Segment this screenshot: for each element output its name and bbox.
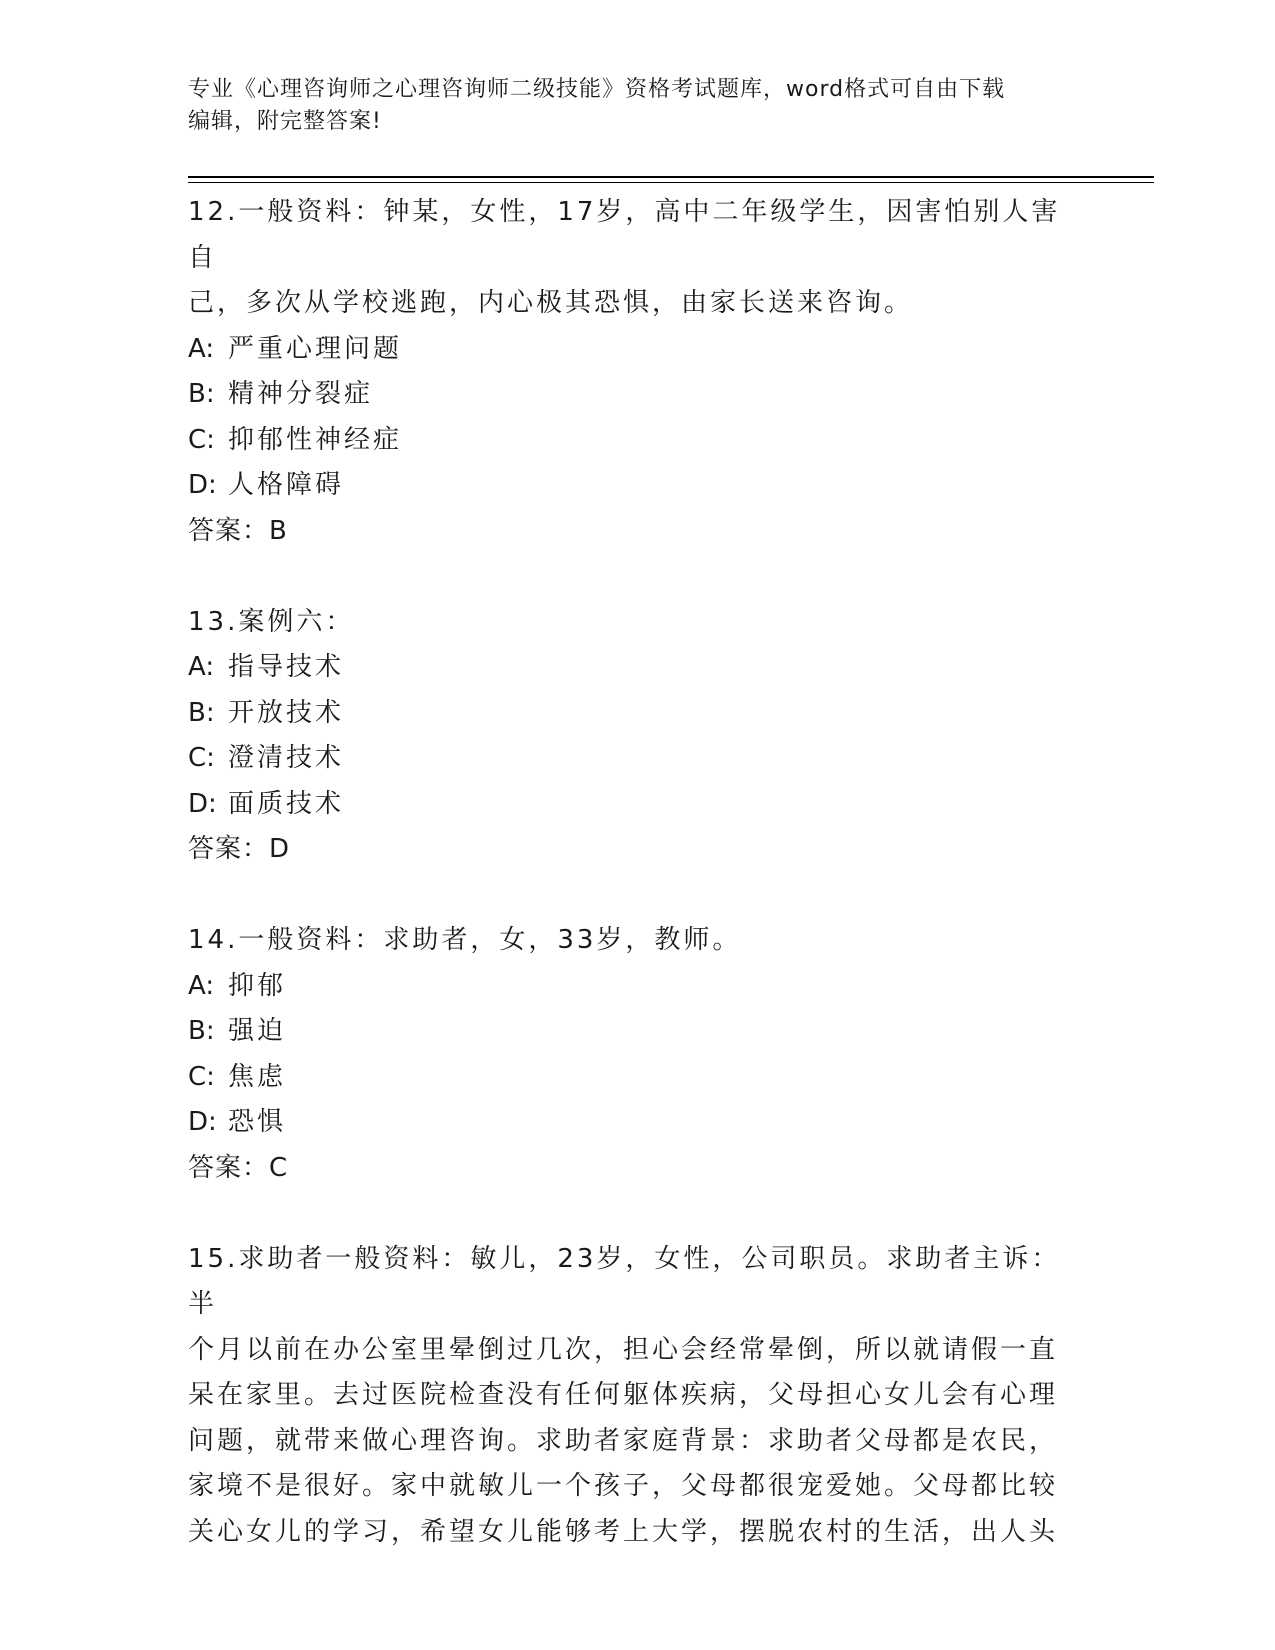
option-text: 恐惧: [228, 1107, 287, 1137]
option-letter: B:: [188, 1016, 215, 1046]
option-letter: B:: [188, 697, 215, 728]
option-c: [188, 1055, 1088, 1101]
answer-line: 答案：D: [188, 834, 291, 864]
option-text: 强迫: [228, 1016, 287, 1046]
option-letter: C:: [188, 743, 215, 773]
question-text-line: 13.案例六：: [188, 606, 355, 637]
option-text: 焦虑: [228, 1061, 287, 1092]
option-text: 人格障碍: [228, 470, 345, 500]
option-text: 面质技术: [228, 788, 345, 819]
question-text-line: 关心女儿的学习，希望女儿能够考上大学，摆脱农村的生活，出人头: [188, 1516, 1059, 1547]
option-a: [188, 645, 1088, 691]
spacer: [188, 554, 1088, 600]
option-text: 开放技术: [228, 697, 345, 728]
option-b: [188, 372, 1088, 418]
option-letter: A:: [188, 970, 215, 1001]
option-text: 澄清技术: [228, 743, 345, 773]
question-15: [188, 1237, 1088, 1556]
question-13: [188, 600, 1088, 873]
option-letter: A:: [188, 652, 215, 682]
option-letter: D:: [188, 470, 217, 500]
option-d: [188, 463, 1088, 509]
option-letter: A:: [188, 333, 215, 364]
question-text-line: 14.一般资料：求助者，女，33岁，教师。: [188, 925, 742, 955]
option-c: [188, 736, 1088, 782]
spacer: [188, 873, 1088, 919]
option-letter: D:: [188, 1107, 217, 1137]
header-divider-thick: [188, 176, 1154, 178]
question-text-line: 家境不是很好。家中就敏儿一个孩子，父母都很宠爱她。父母都比较: [188, 1471, 1059, 1501]
option-b: [188, 1009, 1088, 1055]
header-divider-thin: [188, 182, 1154, 183]
option-d: [188, 782, 1088, 828]
question-text-line: 己，多次从学校逃跑，内心极其恐惧，由家长送来咨询。: [188, 288, 914, 318]
option-text: 抑郁: [228, 970, 287, 1001]
header-line-1: 专业《心理咨询师之心理咨询师二级技能》资格考试题库，word格式可自由下载: [188, 77, 1006, 102]
option-text: 抑郁性神经症: [228, 424, 403, 455]
option-a: [188, 964, 1088, 1010]
option-c: [188, 418, 1088, 464]
spacer: [188, 1191, 1088, 1237]
option-letter: C:: [188, 1061, 215, 1092]
option-text: 严重心理问题: [228, 333, 403, 364]
option-text: 精神分裂症: [228, 379, 374, 409]
answer-line: 答案：C: [188, 1152, 289, 1183]
header-line-2: 编辑，附完整答案!: [188, 109, 382, 134]
option-letter: D:: [188, 788, 217, 819]
question-text-line: 个月以前在办公室里晕倒过几次，担心会经常晕倒，所以就请假一直: [188, 1334, 1059, 1365]
question-text-line: 12.一般资料：钟某，女性，17岁，高中二年级学生，因害怕别人害自: [188, 197, 1061, 273]
question-14: [188, 918, 1088, 1191]
option-text: 指导技术: [228, 652, 345, 682]
document-header: [188, 74, 1068, 138]
question-text-line: 问题，就带来做心理咨询。求助者家庭背景：求助者父母都是农民，: [188, 1425, 1059, 1456]
option-b: [188, 691, 1088, 737]
question-text-line: 15.求助者一般资料：敏儿，23岁，女性，公司职员。求助者主诉：半: [188, 1243, 1061, 1319]
option-d: [188, 1100, 1088, 1146]
question-text-line: 呆在家里。去过医院检查没有任何躯体疾病，父母担心女儿会有心理: [188, 1380, 1059, 1410]
question-list: [188, 190, 1088, 1555]
question-12: [188, 190, 1088, 554]
option-letter: C:: [188, 424, 215, 455]
option-letter: B:: [188, 379, 215, 409]
answer-line: 答案：B: [188, 515, 288, 546]
option-a: [188, 327, 1088, 373]
